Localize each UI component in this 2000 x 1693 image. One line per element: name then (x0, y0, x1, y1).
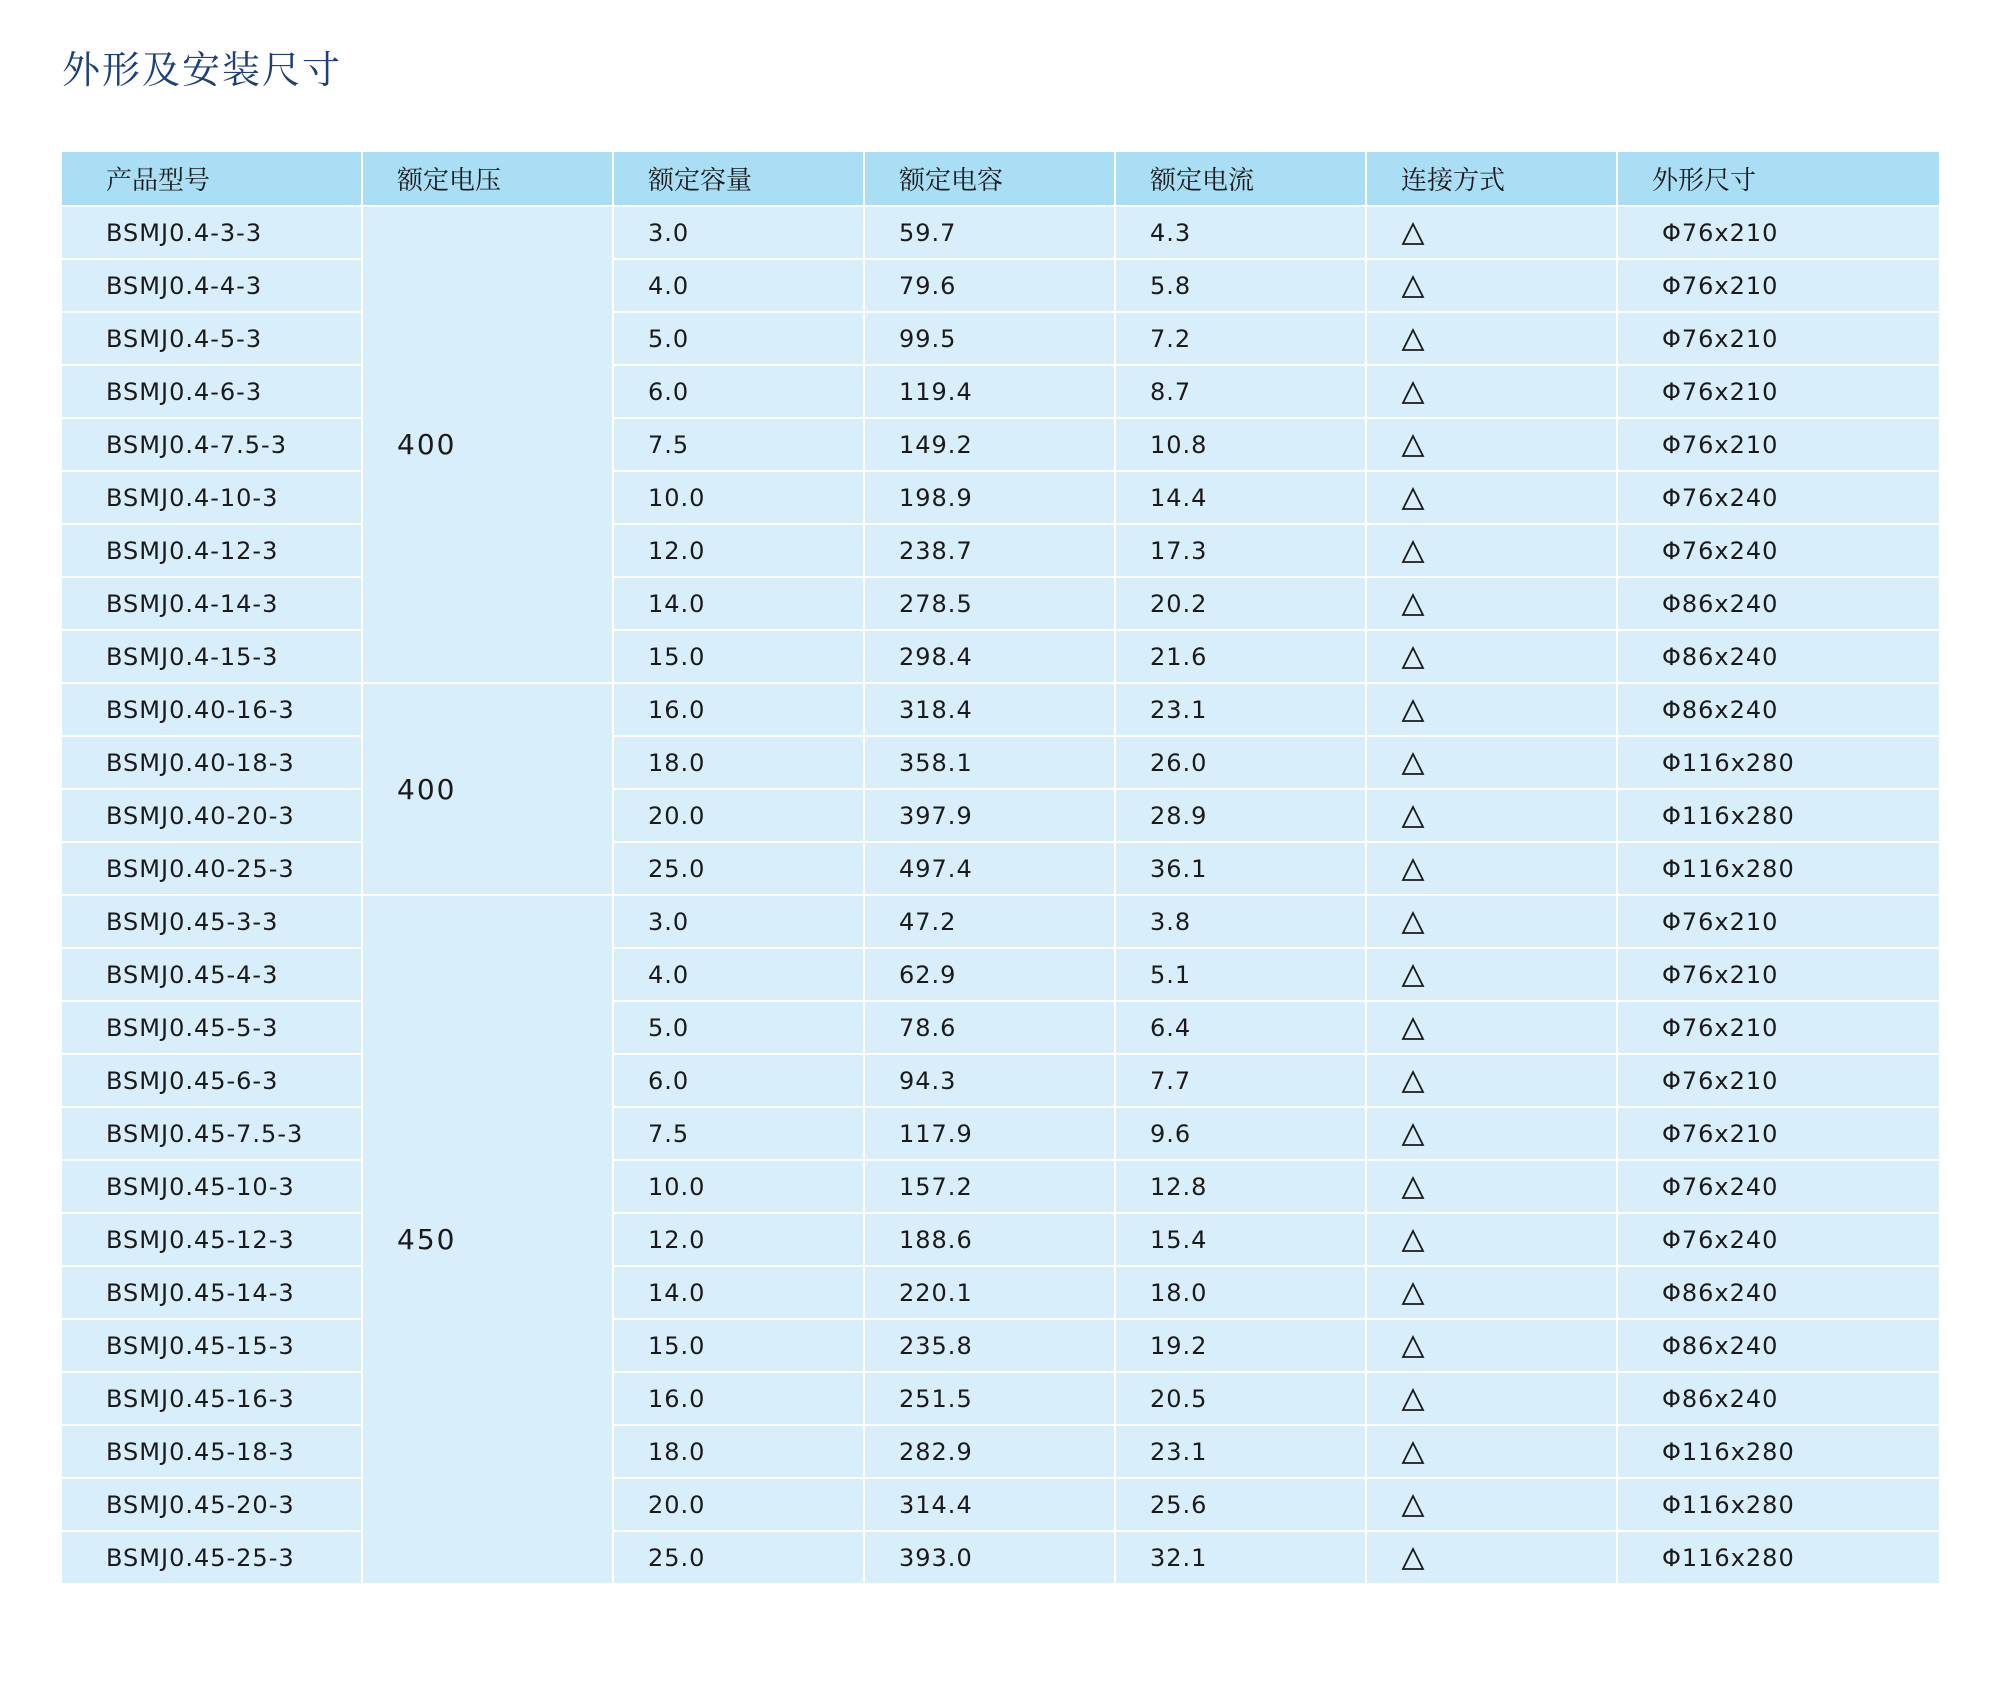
connection-cell (1366, 1160, 1617, 1213)
rated-current-cell: 5.8 (1115, 259, 1366, 312)
rated-capacity-cell: 20.0 (613, 1478, 864, 1531)
rated-current-cell: 5.1 (1115, 948, 1366, 1001)
rated-capacity-cell: 6.0 (613, 365, 864, 418)
connection-cell (1366, 418, 1617, 471)
rated-capacitance-cell: 119.4 (864, 365, 1115, 418)
model-cell: BSMJ0.4-3-3 (62, 206, 362, 259)
rated-capacity-cell: 14.0 (613, 1266, 864, 1319)
dimensions-cell: Φ116x280 (1617, 736, 1940, 789)
rated-current-cell: 19.2 (1115, 1319, 1366, 1372)
spec-table (62, 152, 1941, 1585)
rated-current-cell: 32.1 (1115, 1531, 1366, 1584)
rated-current-cell: 25.6 (1115, 1478, 1366, 1531)
connection-cell (1366, 895, 1617, 948)
dimensions-cell: Φ116x280 (1617, 842, 1940, 895)
table-row (62, 1213, 1940, 1266)
connection-cell (1366, 1107, 1617, 1160)
connection-cell (1366, 1054, 1617, 1107)
model-cell: BSMJ0.45-4-3 (62, 948, 362, 1001)
model-cell: BSMJ0.4-4-3 (62, 259, 362, 312)
triangle-icon (1401, 381, 1425, 405)
connection-cell (1366, 789, 1617, 842)
connection-cell (1366, 842, 1617, 895)
rated-voltage-cell: 450 (362, 895, 613, 1584)
rated-capacitance-cell: 79.6 (864, 259, 1115, 312)
rated-current-cell: 23.1 (1115, 683, 1366, 736)
dimensions-cell: Φ76x210 (1617, 1054, 1940, 1107)
dimensions-cell: Φ86x240 (1617, 1372, 1940, 1425)
triangle-icon (1401, 593, 1425, 617)
dimensions-cell: Φ76x240 (1617, 1213, 1940, 1266)
dimensions-cell: Φ76x210 (1617, 365, 1940, 418)
rated-capacity-cell: 3.0 (613, 895, 864, 948)
rated-capacitance-cell: 47.2 (864, 895, 1115, 948)
dimensions-cell: Φ76x240 (1617, 524, 1940, 577)
triangle-icon (1401, 964, 1425, 988)
rated-capacitance-cell: 188.6 (864, 1213, 1115, 1266)
rated-current-cell: 4.3 (1115, 206, 1366, 259)
table-row (62, 1531, 1940, 1584)
rated-capacity-cell: 18.0 (613, 736, 864, 789)
connection-cell (1366, 630, 1617, 683)
model-cell: BSMJ0.4-5-3 (62, 312, 362, 365)
connection-cell (1366, 1478, 1617, 1531)
table-row (62, 895, 1940, 948)
connection-cell (1366, 206, 1617, 259)
dimensions-cell: Φ86x240 (1617, 1266, 1940, 1319)
model-cell: BSMJ0.45-10-3 (62, 1160, 362, 1213)
triangle-icon (1401, 1070, 1425, 1094)
rated-capacity-cell: 10.0 (613, 1160, 864, 1213)
rated-capacity-cell: 20.0 (613, 789, 864, 842)
rated-current-cell: 20.5 (1115, 1372, 1366, 1425)
table-row (62, 577, 1940, 630)
rated-capacity-cell: 15.0 (613, 630, 864, 683)
model-cell: BSMJ0.45-3-3 (62, 895, 362, 948)
rated-capacitance-cell: 358.1 (864, 736, 1115, 789)
dimensions-cell: Φ116x280 (1617, 1425, 1940, 1478)
rated-capacity-cell: 16.0 (613, 1372, 864, 1425)
table-row (62, 1107, 1940, 1160)
triangle-icon (1401, 1547, 1425, 1571)
model-cell: BSMJ0.4-6-3 (62, 365, 362, 418)
rated-capacitance-cell: 78.6 (864, 1001, 1115, 1054)
model-cell: BSMJ0.45-14-3 (62, 1266, 362, 1319)
rated-current-cell: 26.0 (1115, 736, 1366, 789)
triangle-icon (1401, 1229, 1425, 1253)
rated-capacity-cell: 5.0 (613, 1001, 864, 1054)
table-row (62, 1425, 1940, 1478)
dimensions-cell: Φ86x240 (1617, 1319, 1940, 1372)
rated-capacitance-cell: 62.9 (864, 948, 1115, 1001)
triangle-icon (1401, 434, 1425, 458)
table-row (62, 789, 1940, 842)
rated-capacity-cell: 3.0 (613, 206, 864, 259)
model-cell: BSMJ0.45-12-3 (62, 1213, 362, 1266)
dimensions-cell: Φ116x280 (1617, 789, 1940, 842)
table-row (62, 736, 1940, 789)
rated-capacitance-cell: 314.4 (864, 1478, 1115, 1531)
table-row (62, 206, 1940, 259)
dimensions-cell: Φ76x210 (1617, 312, 1940, 365)
connection-cell (1366, 365, 1617, 418)
table-row (62, 1266, 1940, 1319)
connection-cell (1366, 524, 1617, 577)
model-cell: BSMJ0.40-20-3 (62, 789, 362, 842)
rated-capacity-cell: 18.0 (613, 1425, 864, 1478)
rated-capacity-cell: 10.0 (613, 471, 864, 524)
rated-capacity-cell: 4.0 (613, 948, 864, 1001)
triangle-icon (1401, 1017, 1425, 1041)
rated-capacity-cell: 12.0 (613, 1213, 864, 1266)
rated-current-cell: 20.2 (1115, 577, 1366, 630)
rated-capacitance-cell: 149.2 (864, 418, 1115, 471)
rated-current-cell: 6.4 (1115, 1001, 1366, 1054)
table-row (62, 1001, 1940, 1054)
rated-capacity-cell: 15.0 (613, 1319, 864, 1372)
rated-current-cell: 7.7 (1115, 1054, 1366, 1107)
model-cell: BSMJ0.40-25-3 (62, 842, 362, 895)
connection-cell (1366, 948, 1617, 1001)
triangle-icon (1401, 487, 1425, 511)
triangle-icon (1401, 1176, 1425, 1200)
rated-capacity-cell: 7.5 (613, 418, 864, 471)
table-row (62, 1372, 1940, 1425)
triangle-icon (1401, 1388, 1425, 1412)
triangle-icon (1401, 858, 1425, 882)
rated-capacitance-cell: 318.4 (864, 683, 1115, 736)
triangle-icon (1401, 752, 1425, 776)
model-cell: BSMJ0.45-25-3 (62, 1531, 362, 1584)
model-cell: BSMJ0.4-15-3 (62, 630, 362, 683)
dimensions-cell: Φ86x240 (1617, 630, 1940, 683)
connection-cell (1366, 683, 1617, 736)
rated-capacity-cell: 6.0 (613, 1054, 864, 1107)
rated-current-cell: 3.8 (1115, 895, 1366, 948)
rated-capacity-cell: 14.0 (613, 577, 864, 630)
rated-capacitance-cell: 198.9 (864, 471, 1115, 524)
table-body (62, 206, 1940, 1584)
triangle-icon (1401, 805, 1425, 829)
rated-current-cell: 18.0 (1115, 1266, 1366, 1319)
dimensions-cell: Φ76x210 (1617, 1107, 1940, 1160)
rated-current-cell: 9.6 (1115, 1107, 1366, 1160)
header-model: 产品型号 (62, 152, 362, 206)
rated-capacitance-cell: 157.2 (864, 1160, 1115, 1213)
rated-current-cell: 10.8 (1115, 418, 1366, 471)
header-dimensions: 外形尺寸 (1617, 152, 1940, 206)
header-rated-voltage: 额定电压 (362, 152, 613, 206)
rated-capacity-cell: 7.5 (613, 1107, 864, 1160)
connection-cell (1366, 471, 1617, 524)
connection-cell (1366, 736, 1617, 789)
rated-capacitance-cell: 117.9 (864, 1107, 1115, 1160)
dimensions-cell: Φ86x240 (1617, 577, 1940, 630)
header-rated-capacitance: 额定电容 (864, 152, 1115, 206)
rated-capacitance-cell: 238.7 (864, 524, 1115, 577)
connection-cell (1366, 1319, 1617, 1372)
rated-capacity-cell: 25.0 (613, 842, 864, 895)
rated-capacity-cell: 16.0 (613, 683, 864, 736)
table-row (62, 418, 1940, 471)
dimensions-cell: Φ116x280 (1617, 1531, 1940, 1584)
connection-cell (1366, 259, 1617, 312)
model-cell: BSMJ0.4-12-3 (62, 524, 362, 577)
model-cell: BSMJ0.45-20-3 (62, 1478, 362, 1531)
triangle-icon (1401, 275, 1425, 299)
model-cell: BSMJ0.45-5-3 (62, 1001, 362, 1054)
rated-capacitance-cell: 282.9 (864, 1425, 1115, 1478)
model-cell: BSMJ0.45-16-3 (62, 1372, 362, 1425)
triangle-icon (1401, 646, 1425, 670)
triangle-icon (1401, 911, 1425, 935)
rated-current-cell: 23.1 (1115, 1425, 1366, 1478)
rated-capacitance-cell: 298.4 (864, 630, 1115, 683)
rated-capacitance-cell: 497.4 (864, 842, 1115, 895)
triangle-icon (1401, 540, 1425, 564)
dimensions-cell: Φ76x210 (1617, 948, 1940, 1001)
triangle-icon (1401, 1335, 1425, 1359)
dimensions-cell: Φ76x210 (1617, 1001, 1940, 1054)
model-cell: BSMJ0.45-15-3 (62, 1319, 362, 1372)
model-cell: BSMJ0.45-18-3 (62, 1425, 362, 1478)
connection-cell (1366, 312, 1617, 365)
connection-cell (1366, 1372, 1617, 1425)
rated-capacitance-cell: 393.0 (864, 1531, 1115, 1584)
rated-current-cell: 17.3 (1115, 524, 1366, 577)
dimensions-cell: Φ86x240 (1617, 683, 1940, 736)
connection-cell (1366, 1531, 1617, 1584)
model-cell: BSMJ0.4-14-3 (62, 577, 362, 630)
rated-current-cell: 15.4 (1115, 1213, 1366, 1266)
rated-capacity-cell: 4.0 (613, 259, 864, 312)
triangle-icon (1401, 1282, 1425, 1306)
connection-cell (1366, 577, 1617, 630)
triangle-icon (1401, 328, 1425, 352)
dimensions-cell: Φ76x240 (1617, 471, 1940, 524)
rated-capacitance-cell: 235.8 (864, 1319, 1115, 1372)
triangle-icon (1401, 222, 1425, 246)
triangle-icon (1401, 1494, 1425, 1518)
triangle-icon (1401, 699, 1425, 723)
model-cell: BSMJ0.45-6-3 (62, 1054, 362, 1107)
table-row (62, 471, 1940, 524)
model-cell: BSMJ0.40-18-3 (62, 736, 362, 789)
table-row (62, 365, 1940, 418)
model-cell: BSMJ0.40-16-3 (62, 683, 362, 736)
rated-capacitance-cell: 99.5 (864, 312, 1115, 365)
rated-capacity-cell: 5.0 (613, 312, 864, 365)
header-connection: 连接方式 (1366, 152, 1617, 206)
rated-current-cell: 28.9 (1115, 789, 1366, 842)
rated-capacity-cell: 12.0 (613, 524, 864, 577)
dimensions-cell: Φ116x280 (1617, 1478, 1940, 1531)
table-row (62, 683, 1940, 736)
table-row (62, 1319, 1940, 1372)
table-row (62, 1478, 1940, 1531)
dimensions-cell: Φ76x210 (1617, 418, 1940, 471)
table-row (62, 524, 1940, 577)
connection-cell (1366, 1266, 1617, 1319)
page-title: 外形及安装尺寸 (62, 48, 343, 92)
table-row (62, 259, 1940, 312)
rated-current-cell: 7.2 (1115, 312, 1366, 365)
header-rated-capacity: 额定容量 (613, 152, 864, 206)
rated-current-cell: 21.6 (1115, 630, 1366, 683)
table-row (62, 842, 1940, 895)
rated-current-cell: 36.1 (1115, 842, 1366, 895)
table-row (62, 1160, 1940, 1213)
rated-current-cell: 8.7 (1115, 365, 1366, 418)
dimensions-cell: Φ76x240 (1617, 1160, 1940, 1213)
table-header-row (62, 152, 1940, 206)
table-row (62, 948, 1940, 1001)
connection-cell (1366, 1213, 1617, 1266)
table-row (62, 1054, 1940, 1107)
rated-voltage-cell: 400 (362, 206, 613, 683)
table-row (62, 630, 1940, 683)
rated-current-cell: 14.4 (1115, 471, 1366, 524)
connection-cell (1366, 1001, 1617, 1054)
triangle-icon (1401, 1123, 1425, 1147)
rated-capacitance-cell: 251.5 (864, 1372, 1115, 1425)
rated-voltage-cell: 400 (362, 683, 613, 895)
rated-capacity-cell: 25.0 (613, 1531, 864, 1584)
rated-capacitance-cell: 94.3 (864, 1054, 1115, 1107)
rated-current-cell: 12.8 (1115, 1160, 1366, 1213)
model-cell: BSMJ0.45-7.5-3 (62, 1107, 362, 1160)
triangle-icon (1401, 1441, 1425, 1465)
rated-capacitance-cell: 278.5 (864, 577, 1115, 630)
header-rated-current: 额定电流 (1115, 152, 1366, 206)
dimensions-cell: Φ76x210 (1617, 259, 1940, 312)
dimensions-cell: Φ76x210 (1617, 895, 1940, 948)
dimensions-cell: Φ76x210 (1617, 206, 1940, 259)
rated-capacitance-cell: 59.7 (864, 206, 1115, 259)
rated-capacitance-cell: 220.1 (864, 1266, 1115, 1319)
rated-capacitance-cell: 397.9 (864, 789, 1115, 842)
connection-cell (1366, 1425, 1617, 1478)
model-cell: BSMJ0.4-7.5-3 (62, 418, 362, 471)
table-row (62, 312, 1940, 365)
model-cell: BSMJ0.4-10-3 (62, 471, 362, 524)
